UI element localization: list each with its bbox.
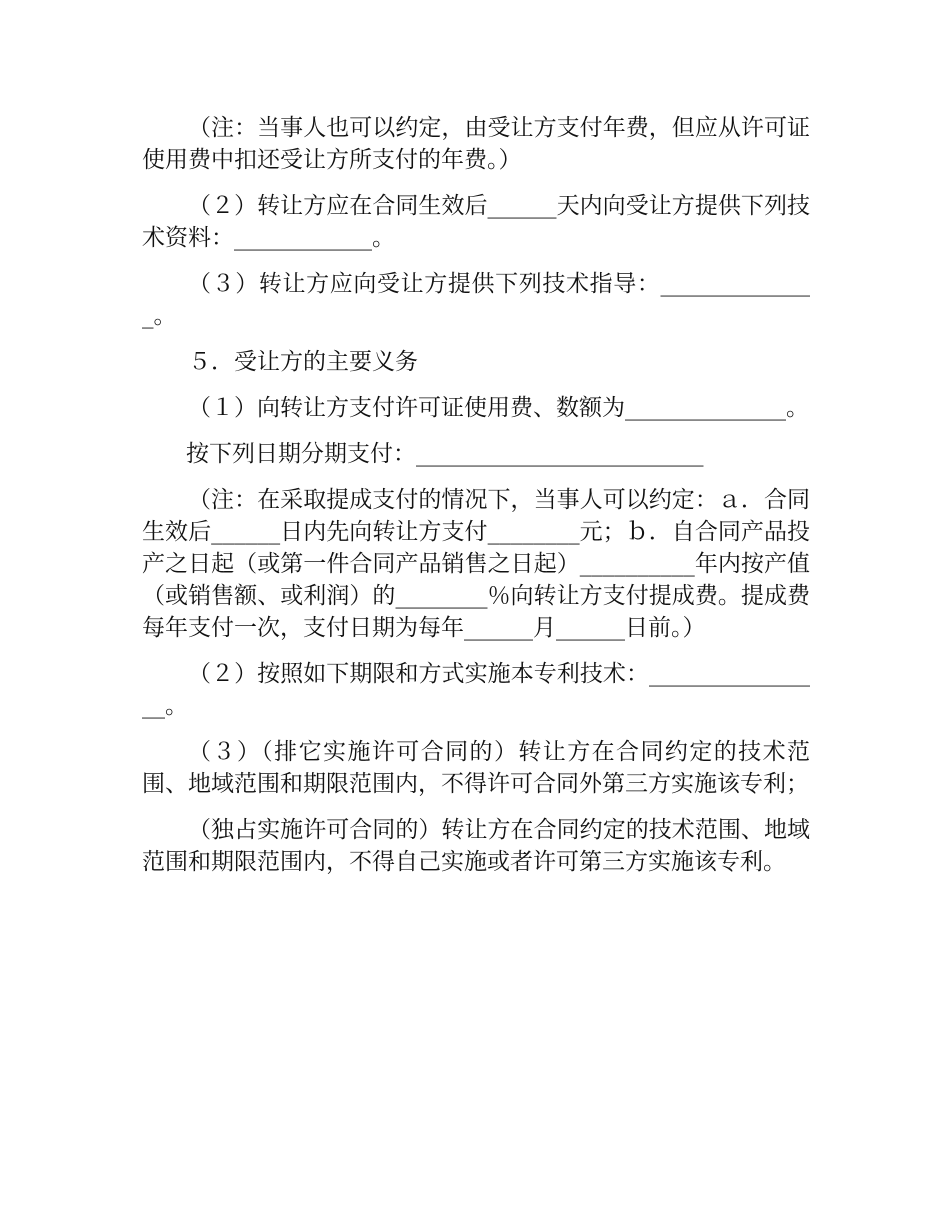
- section-5-heading: ５．受让方的主要义务: [188, 349, 418, 375]
- clause-3-technical-guidance: （３）转让方应向受让方提供下列技术指导：______________。: [142, 271, 810, 329]
- clause-1-license-fee: （１）向转让方支付许可证使用费、数额为______________。: [188, 395, 809, 421]
- note-annual-fee: （注：当事人也可以约定，由受让方支付年费，但应从许可证使用费中扣还受让方所支付的年费。）: [142, 115, 810, 173]
- installment-payment: 按下列日期分期支付：_________________________: [186, 441, 704, 467]
- sole-license-clause: （独占实施许可合同的）转让方在合同约定的技术范围、地域范围和期限范围内，不得自己实施或者许可第三方实施该专利。: [142, 817, 810, 875]
- note-royalty-payment: （注：在采取提成支付的情况下，当事人可以约定：ａ．合同生效后______日内先向转让方支付________元；ｂ．自合同产品投产之日起（或第一件合同产品销售之日起）__________年内按产值（或销售额、或利润）的________％向转让方支付提成费。提成费每年支付一次，支付日期为每年______月______日前。）: [142, 487, 810, 641]
- clause-2-technical-materials: （２）转让方应在合同生效后______天内向受让方提供下列技术资料：____________。: [142, 193, 810, 251]
- document-body: [142, 112, 810, 892]
- clause-2-implementation: （２）按照如下期限和方式实施本专利技术：________________。: [142, 661, 810, 719]
- clause-3-exclusive-license: （３）（排它实施许可合同的）转让方在合同约定的技术范围、地域范围和期限范围内，不得许可合同外第三方实施该专利；: [142, 739, 810, 797]
